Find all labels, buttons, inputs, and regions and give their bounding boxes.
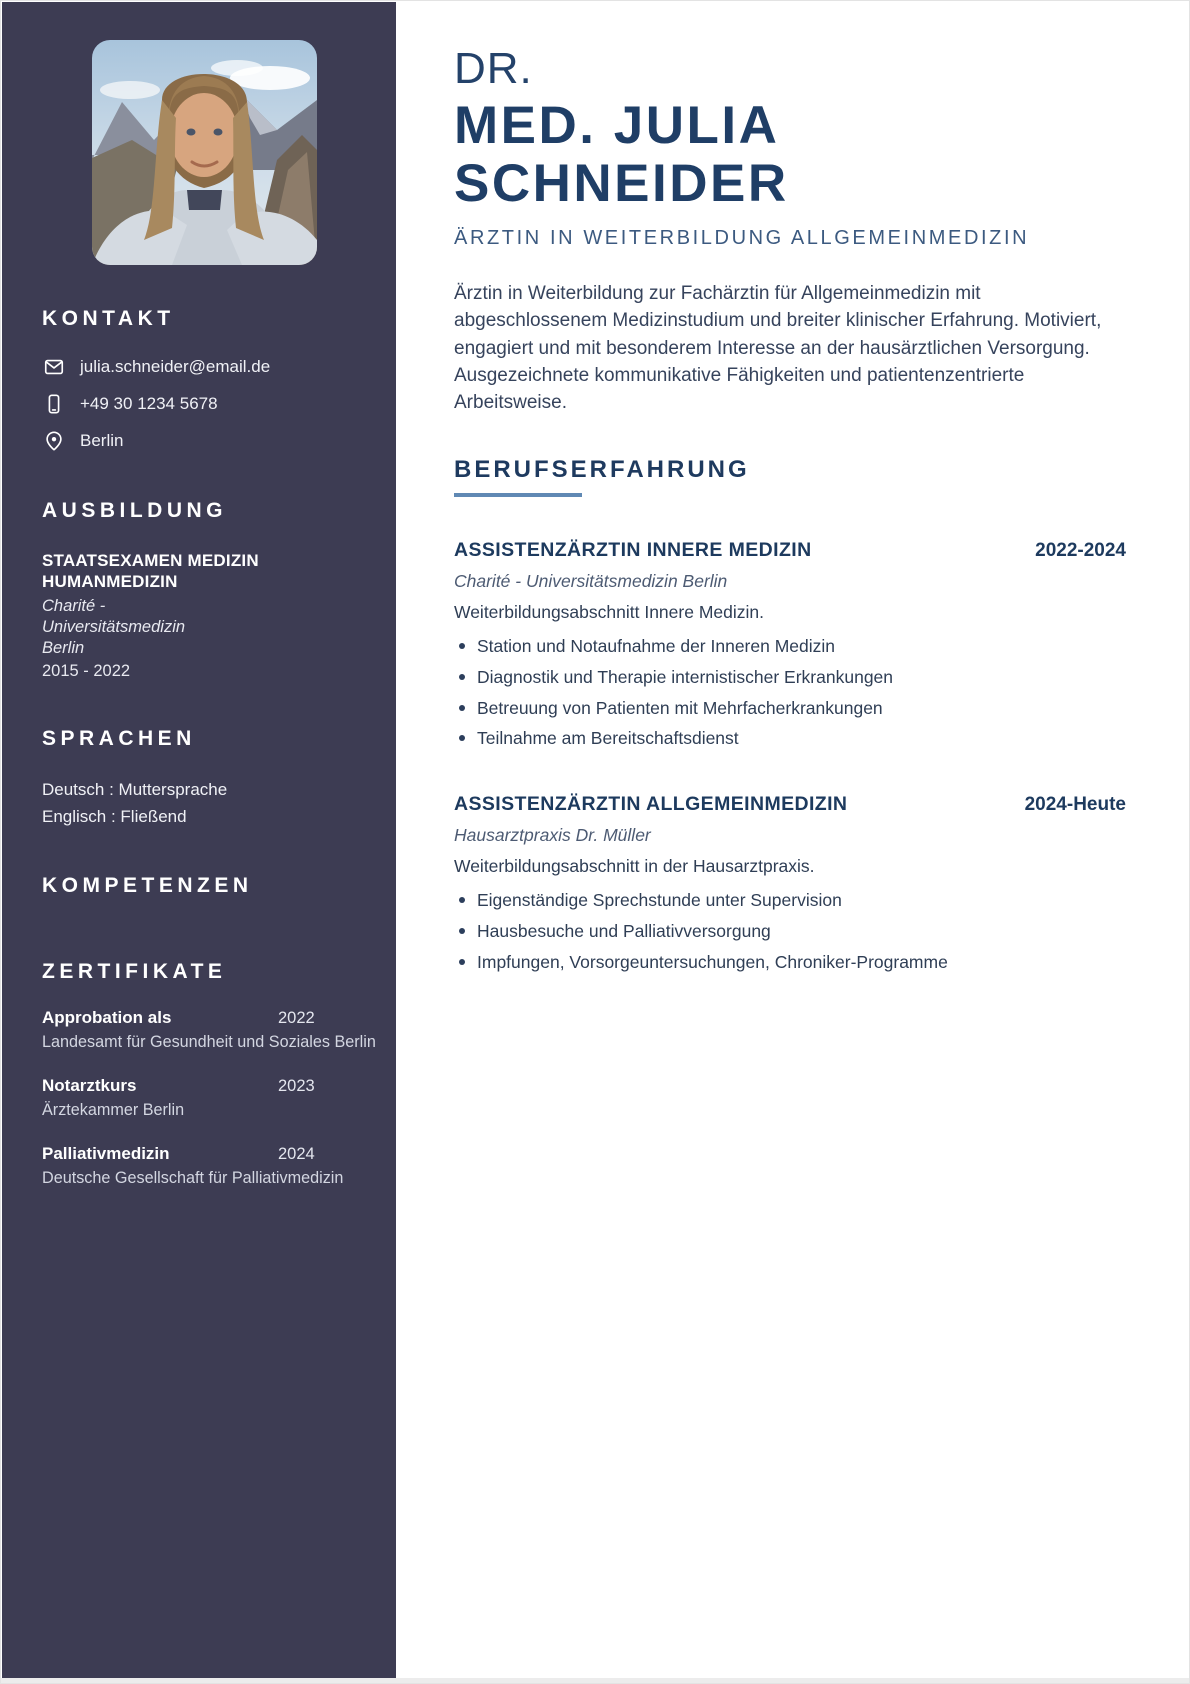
- certificate-issuer: Ärztekammer Berlin: [42, 1101, 185, 1120]
- job-bullet: Betreuung von Patienten mit Mehrfacherkrankungen: [454, 697, 1126, 721]
- job-bullet: Diagnostik und Therapie internistischer Erkrankungen: [454, 666, 1126, 690]
- job-description: Weiterbildungsabschnitt in der Hausarztpraxis.: [454, 856, 815, 877]
- education-institution-line: Berlin: [42, 639, 85, 658]
- certificate-name: Palliativmedizin: [42, 1144, 170, 1164]
- certificate-year: 2024: [278, 1145, 315, 1164]
- location-icon: [42, 429, 66, 453]
- education-degree: STAATSEXAMEN MEDIZIN HUMANMEDIZIN: [42, 551, 259, 591]
- experience-heading: BERUFSERFAHRUNG: [454, 455, 750, 483]
- certificate-year: 2022: [278, 1009, 315, 1028]
- competencies-heading: KOMPETENZEN: [42, 874, 253, 898]
- profile-photo-illustration: [92, 40, 317, 265]
- contact-phone-row: [42, 392, 366, 416]
- contact-location: Berlin: [80, 431, 124, 450]
- competencies-section: [42, 874, 366, 918]
- certificates-section: [42, 960, 376, 1188]
- job-bullet: Hausbesuche und Palliativversorgung: [454, 920, 1126, 944]
- page-bottom-edge: [1, 1678, 1189, 1683]
- contact-section: [42, 307, 366, 453]
- professional-title: ÄRZTIN IN WEITERBILDUNG ALLGEMEINMEDIZIN: [454, 227, 1030, 250]
- certificate-name: Notarztkurs: [42, 1076, 137, 1096]
- name-prefix: DR.: [454, 44, 533, 93]
- job-company: Charité - Universitätsmedizin Berlin: [454, 570, 728, 591]
- job-bullet: Teilnahme am Bereitschaftsdienst: [454, 727, 1126, 751]
- education-period: 2015 - 2022: [42, 662, 131, 681]
- profile-summary: Ärztin in Weiterbildung zur Fachärztin für Allgemeinmedizin mit abgeschlossenem Medizinstudium und breiter klinischer Erfahrung. Motiviert, engagiert und mit besonderem Interesse an der hausärztlichen Versorgung. Ausgezeichnete kommunikative Fähigkeiten und patientenzentrierte Arbeitsweise.: [454, 283, 1102, 413]
- mail-icon: [42, 355, 66, 379]
- contact-location-row: [42, 429, 366, 453]
- certificate-item: [42, 1144, 366, 1188]
- languages-heading: SPRACHEN: [42, 727, 196, 751]
- certificate-name: Approbation als: [42, 1008, 172, 1028]
- language-item: Englisch : Fließend: [42, 806, 187, 826]
- contact-heading: KONTAKT: [42, 307, 175, 330]
- profile-photo: [92, 40, 317, 265]
- job-period: 2024-Heute: [1024, 794, 1126, 816]
- page-title: [454, 44, 1126, 213]
- job-title: ASSISTENZÄRZTIN ALLGEMEINMEDIZIN: [454, 793, 848, 816]
- job-entry: [454, 793, 1126, 974]
- contact-email-row: [42, 355, 366, 379]
- education-institution-line: Charité -: [42, 597, 106, 616]
- job-title: ASSISTENZÄRZTIN INNERE MEDIZIN: [454, 538, 812, 561]
- certificate-item: [42, 1076, 366, 1120]
- job-description: Weiterbildungsabschnitt Innere Medizin.: [454, 601, 764, 622]
- certificates-heading: ZERTIFIKATE: [42, 960, 227, 984]
- languages-section: [42, 727, 366, 830]
- job-entry: [454, 539, 1126, 751]
- contact-phone: +49 30 1234 5678: [80, 394, 218, 413]
- job-bullet: Eigenständige Sprechstunde unter Supervision: [454, 889, 1126, 913]
- certificate-issuer: Deutsche Gesellschaft für Palliativmedizin: [42, 1169, 344, 1188]
- job-bullet: Station und Notaufnahme der Inneren Medizin: [454, 635, 1126, 659]
- job-company: Hausarztpraxis Dr. Müller: [454, 825, 651, 846]
- sidebar: [2, 2, 396, 1679]
- job-bullet: Impfungen, Vorsorgeuntersuchungen, Chroniker-Programme: [454, 951, 1126, 975]
- job-bullet-list: [454, 889, 1126, 974]
- job-period: 2022-2024: [1035, 539, 1126, 561]
- certificate-item: [42, 1008, 376, 1052]
- phone-icon: [42, 392, 66, 416]
- experience-section: [454, 456, 1126, 497]
- contact-email: julia.schneider@email.de: [80, 357, 271, 376]
- certificate-issuer: Landesamt für Gesundheit und Soziales Berlin: [42, 1033, 376, 1052]
- education-section: [42, 499, 366, 681]
- job-bullet-list: [454, 635, 1126, 751]
- education-institution-line: Universitätsmedizin: [42, 618, 186, 637]
- name: MED. JULIA SCHNEIDER: [454, 95, 789, 213]
- education-heading: AUSBILDUNG: [42, 499, 227, 522]
- language-item: Deutsch : Muttersprache: [42, 780, 228, 800]
- certificate-year: 2023: [278, 1077, 315, 1096]
- main-content: [396, 2, 1188, 975]
- experience-heading-underline: [454, 493, 582, 497]
